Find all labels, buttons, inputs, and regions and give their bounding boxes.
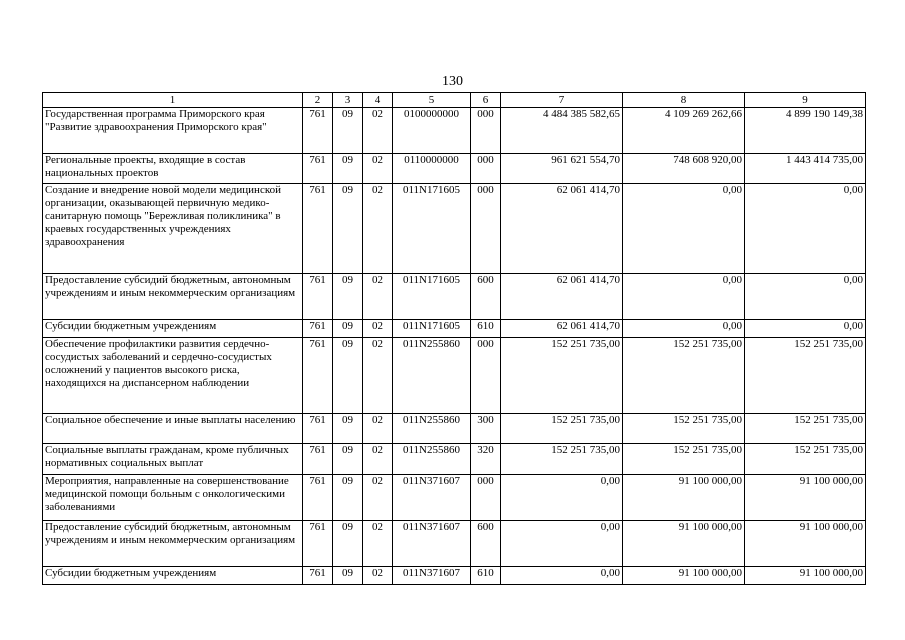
- row-amount-8: 152 251 735,00: [623, 444, 745, 475]
- row-code-2: 761: [303, 154, 333, 184]
- row-code-5: 011N255860: [393, 444, 471, 475]
- row-amount-9: 152 251 735,00: [745, 414, 866, 444]
- row-amount-9: 152 251 735,00: [745, 444, 866, 475]
- row-name: Государственная программа Приморского края "Развитие здравоохранения Приморского края": [43, 108, 303, 154]
- row-amount-7: 0,00: [501, 521, 623, 567]
- row-code-4: 02: [363, 444, 393, 475]
- row-amount-7: 0,00: [501, 475, 623, 521]
- row-amount-8: 0,00: [623, 274, 745, 320]
- row-code-4: 02: [363, 338, 393, 414]
- row-code-5: 011N371607: [393, 521, 471, 567]
- row-amount-8: 152 251 735,00: [623, 414, 745, 444]
- row-code-2: 761: [303, 444, 333, 475]
- row-code-6: 000: [471, 154, 501, 184]
- row-code-6: 610: [471, 567, 501, 585]
- row-code-2: 761: [303, 320, 333, 338]
- row-amount-8: 748 608 920,00: [623, 154, 745, 184]
- row-amount-9: 91 100 000,00: [745, 521, 866, 567]
- row-code-3: 09: [333, 338, 363, 414]
- table-row: [43, 108, 866, 154]
- row-code-5: 011N371607: [393, 567, 471, 585]
- row-code-2: 761: [303, 108, 333, 154]
- row-name: Социальное обеспечение и иные выплаты населению: [43, 414, 303, 444]
- row-code-3: 09: [333, 184, 363, 274]
- row-code-5: 011N255860: [393, 414, 471, 444]
- table-row: [43, 320, 866, 338]
- table-row: [43, 184, 866, 274]
- row-code-3: 09: [333, 154, 363, 184]
- table-row: [43, 521, 866, 567]
- row-amount-8: 91 100 000,00: [623, 567, 745, 585]
- row-code-4: 02: [363, 154, 393, 184]
- row-code-6: 600: [471, 274, 501, 320]
- row-amount-7: 62 061 414,70: [501, 184, 623, 274]
- row-code-2: 761: [303, 274, 333, 320]
- row-amount-7: 62 061 414,70: [501, 320, 623, 338]
- row-code-3: 09: [333, 567, 363, 585]
- row-code-5: 0100000000: [393, 108, 471, 154]
- row-amount-9: 0,00: [745, 274, 866, 320]
- col-header-9: 9: [745, 93, 866, 108]
- row-code-3: 09: [333, 444, 363, 475]
- row-amount-9: 91 100 000,00: [745, 567, 866, 585]
- row-name: Предоставление субсидий бюджетным, автономным учреждениям и иным некоммерческим организациям: [43, 521, 303, 567]
- row-code-5: 011N171605: [393, 320, 471, 338]
- table-row: [43, 154, 866, 184]
- row-code-6: 000: [471, 338, 501, 414]
- row-code-4: 02: [363, 184, 393, 274]
- row-code-4: 02: [363, 567, 393, 585]
- row-code-6: 300: [471, 414, 501, 444]
- row-code-2: 761: [303, 567, 333, 585]
- row-amount-9: 1 443 414 735,00: [745, 154, 866, 184]
- row-name: Субсидии бюджетным учреждениям: [43, 567, 303, 585]
- row-amount-7: 152 251 735,00: [501, 414, 623, 444]
- row-code-4: 02: [363, 475, 393, 521]
- row-code-2: 761: [303, 338, 333, 414]
- col-header-1: 1: [43, 93, 303, 108]
- col-header-6: 6: [471, 93, 501, 108]
- col-header-5: 5: [393, 93, 471, 108]
- row-amount-9: 91 100 000,00: [745, 475, 866, 521]
- row-code-3: 09: [333, 521, 363, 567]
- table-row: [43, 475, 866, 521]
- row-code-4: 02: [363, 108, 393, 154]
- row-code-2: 761: [303, 521, 333, 567]
- row-amount-7: 152 251 735,00: [501, 444, 623, 475]
- row-code-3: 09: [333, 414, 363, 444]
- row-code-6: 000: [471, 108, 501, 154]
- row-name: Создание и внедрение новой модели медицинской организации, оказывающей первичную медико-санитарную помощь "Бережливая поликлиника" в краевых государственных учреждениях здравоохранения: [43, 184, 303, 274]
- row-code-6: 000: [471, 475, 501, 521]
- row-amount-8: 0,00: [623, 184, 745, 274]
- row-code-4: 02: [363, 320, 393, 338]
- row-code-3: 09: [333, 475, 363, 521]
- row-amount-8: 0,00: [623, 320, 745, 338]
- col-header-2: 2: [303, 93, 333, 108]
- row-amount-9: 0,00: [745, 184, 866, 274]
- row-amount-7: 961 621 554,70: [501, 154, 623, 184]
- row-code-4: 02: [363, 414, 393, 444]
- row-code-6: 600: [471, 521, 501, 567]
- table-row: [43, 444, 866, 475]
- row-amount-7: 4 484 385 582,65: [501, 108, 623, 154]
- row-code-5: 0110000000: [393, 154, 471, 184]
- row-code-5: 011N371607: [393, 475, 471, 521]
- col-header-7: 7: [501, 93, 623, 108]
- table-row: [43, 567, 866, 585]
- row-code-6: 320: [471, 444, 501, 475]
- col-header-3: 3: [333, 93, 363, 108]
- row-code-4: 02: [363, 274, 393, 320]
- row-code-3: 09: [333, 320, 363, 338]
- row-code-5: 011N171605: [393, 274, 471, 320]
- row-code-3: 09: [333, 108, 363, 154]
- page-number: 130: [442, 74, 463, 89]
- row-code-2: 761: [303, 184, 333, 274]
- row-code-2: 761: [303, 475, 333, 521]
- row-amount-8: 91 100 000,00: [623, 475, 745, 521]
- row-code-2: 761: [303, 414, 333, 444]
- row-name: Социальные выплаты гражданам, кроме публичных нормативных социальных выплат: [43, 444, 303, 475]
- row-code-5: 011N171605: [393, 184, 471, 274]
- row-amount-9: 152 251 735,00: [745, 338, 866, 414]
- row-amount-8: 91 100 000,00: [623, 521, 745, 567]
- row-code-4: 02: [363, 521, 393, 567]
- col-header-4: 4: [363, 93, 393, 108]
- row-amount-7: 152 251 735,00: [501, 338, 623, 414]
- row-code-5: 011N255860: [393, 338, 471, 414]
- row-code-3: 09: [333, 274, 363, 320]
- row-amount-7: 62 061 414,70: [501, 274, 623, 320]
- row-code-6: 000: [471, 184, 501, 274]
- row-amount-9: 0,00: [745, 320, 866, 338]
- row-name: Предоставление субсидий бюджетным, автономным учреждениям и иным некоммерческим организациям: [43, 274, 303, 320]
- table-header-row: [43, 93, 866, 108]
- row-name: Мероприятия, направленные на совершенствование медицинской помощи больным с онкологическими заболеваниями: [43, 475, 303, 521]
- row-name: Субсидии бюджетным учреждениям: [43, 320, 303, 338]
- row-amount-9: 4 899 190 149,38: [745, 108, 866, 154]
- budget-table: [42, 92, 866, 585]
- table-row: [43, 338, 866, 414]
- row-amount-7: 0,00: [501, 567, 623, 585]
- row-amount-8: 4 109 269 262,66: [623, 108, 745, 154]
- row-name: Обеспечение профилактики развития сердечно-сосудистых заболеваний и сердечно-сосудистых осложнений у пациентов высокого риска, находящихся на диспансерном наблюдении: [43, 338, 303, 414]
- row-code-6: 610: [471, 320, 501, 338]
- row-amount-8: 152 251 735,00: [623, 338, 745, 414]
- row-name: Региональные проекты, входящие в состав национальных проектов: [43, 154, 303, 184]
- table-row: [43, 274, 866, 320]
- col-header-8: 8: [623, 93, 745, 108]
- table-row: [43, 414, 866, 444]
